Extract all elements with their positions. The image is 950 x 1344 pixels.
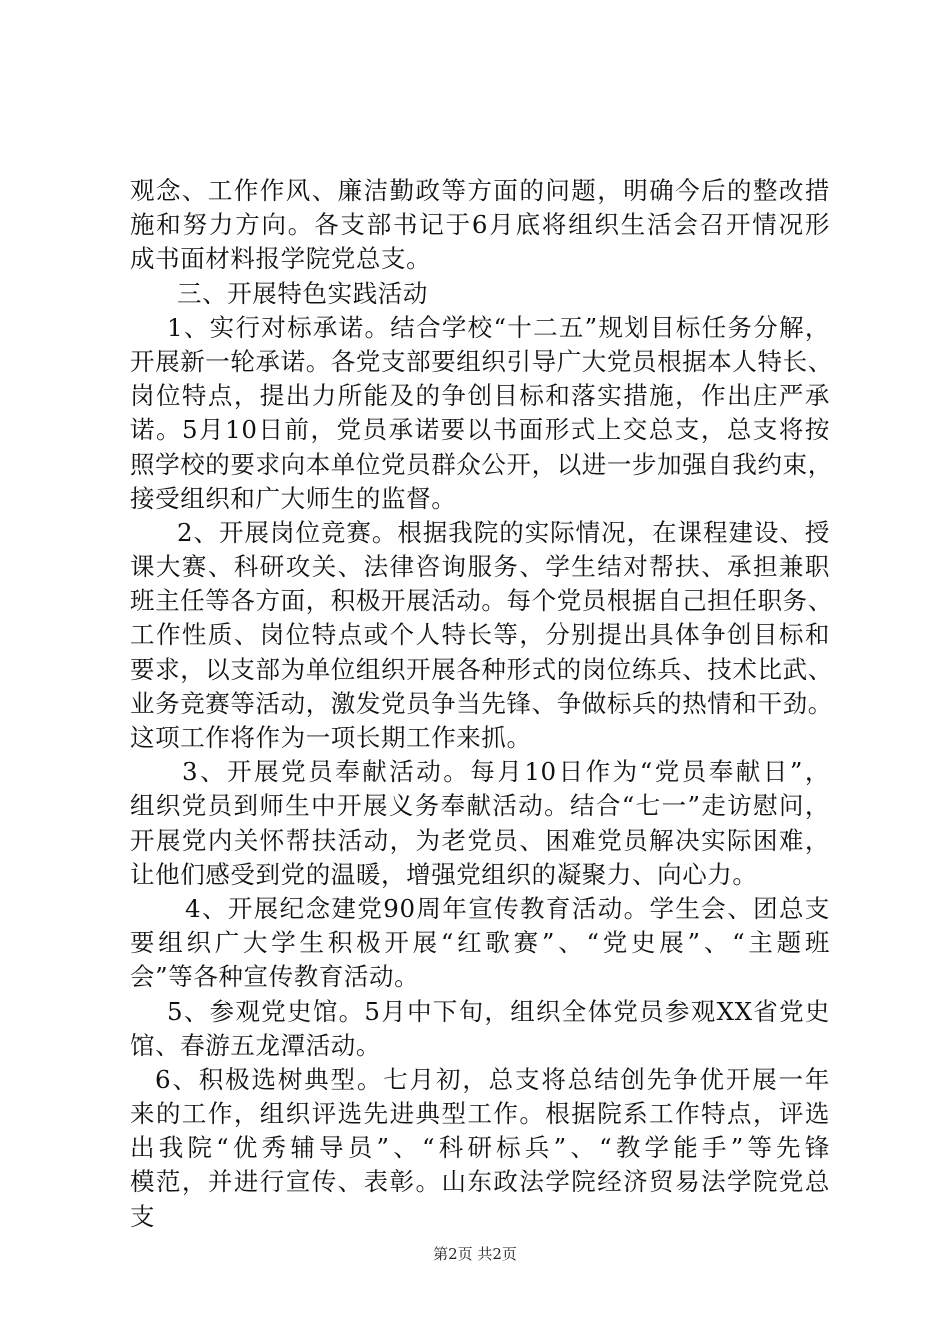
- section-heading: 三、开展特色实践活动: [177, 278, 428, 308]
- page-number-footer: 第2页 共2页: [433, 1245, 517, 1263]
- text-line: 要组织广大学生积极开展“红歌赛”、“党史展”、“主题班: [130, 928, 830, 958]
- text-line: 6、积极选树典型。七月初，总支将总结创先争优开展一年: [155, 1064, 830, 1094]
- text-line: 这项工作将作为一项长期工作来抓。: [130, 723, 532, 752]
- text-line: 会”等各种宣传教育活动。: [130, 962, 420, 992]
- text-line: 1、实行对标承诺。结合学校“十二五”规划目标任务分解，: [167, 312, 830, 342]
- text-line: 班主任等各方面，积极开展活动。每个党员根据自己担任职务、: [130, 586, 833, 616]
- text-line: 成书面材料报学院党总支。: [130, 244, 432, 274]
- text-line: 开展党内关怀帮扶活动，为老党员、困难党员解决实际困难，: [130, 825, 830, 855]
- text-line: 来的工作，组织评选先进典型工作。根据院系工作特点，评选: [130, 1099, 830, 1129]
- text-line: 业务竞赛等活动，激发党员争当先锋、争做标兵的热情和干劲。: [130, 688, 833, 718]
- text-line: 接受组织和广大师生的监督。: [130, 483, 457, 513]
- text-line: 4、开展纪念建党90周年宣传教育活动。学生会、团总支: [185, 893, 830, 923]
- text-line: 出我院“优秀辅导员”、“科研标兵”、“教学能手”等先锋: [130, 1133, 830, 1163]
- text-line: 观念、工作作风、廉洁勤政等方面的问题，明确今后的整改措: [130, 176, 830, 205]
- text-line: 要求，以支部为单位组织开展各种形式的岗位练兵、技术比武、: [130, 654, 833, 684]
- text-line: 3、开展党员奉献活动。每月10日作为“党员奉献日”，: [182, 757, 830, 787]
- text-line: 模范，并进行宣传、表彰。山东政法学院经济贸易法学院党总: [130, 1167, 830, 1197]
- text-line: 组织党员到师生中开展义务奉献活动。结合“七一”走访慰问，: [130, 791, 830, 821]
- text-line: 照学校的要求向本单位党员群众公开，以进一步加强自我约束，: [130, 449, 833, 479]
- text-line: 2、开展岗位竞赛。根据我院的实际情况，在课程建设、授: [177, 517, 830, 547]
- text-line: 5、参观党史馆。5月中下旬，组织全体党员参观XX省党史: [167, 996, 830, 1026]
- text-line: 课大赛、科研攻关、法律咨询服务、学生结对帮扶、承担兼职: [130, 552, 830, 582]
- document-body: [130, 174, 833, 1234]
- text-line: 诺。5月10日前，党员承诺要以书面形式上交总支，总支将按: [130, 415, 830, 445]
- text-line: 岗位特点，提出力所能及的争创目标和落实措施，作出庄严承: [130, 381, 830, 411]
- text-line: 支: [130, 1201, 156, 1231]
- text-line: 馆、春游五龙潭活动。: [130, 1030, 381, 1060]
- text-line: 工作性质、岗位特点或个人特长等，分别提出具体争创目标和: [130, 620, 830, 650]
- text-line: 开展新一轮承诺。各党支部要组织引导广大党员根据本人特长、: [130, 346, 833, 376]
- text-line: 施和努力方向。各支部书记于6月底将组织生活会召开情况形: [130, 210, 830, 240]
- text-line: 让他们感受到党的温暖，增强党组织的凝聚力、向心力。: [130, 859, 758, 889]
